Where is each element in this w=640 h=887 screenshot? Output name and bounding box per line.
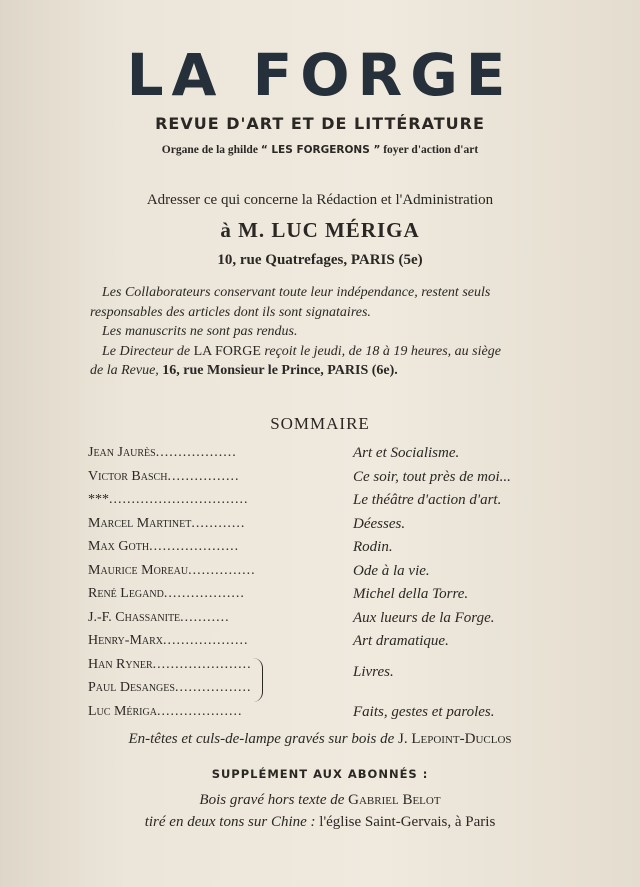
supplement-line-1-text: Bois gravé hors texte de [199,792,345,808]
masthead-subtitle: REVUE D'ART ET DE LITTÉRATURE [155,114,485,133]
note-line-5 [90,361,614,381]
illustration-credit-artist: J. Lepoint-Duclos [398,731,512,747]
toc-leader-dots: ............................... [109,492,249,507]
toc-leader-dots: .................. [163,586,245,601]
toc-title: Aux lueurs de la Forge. [353,609,495,626]
toc-row [88,630,558,654]
toc-leader-dots: ...................... [152,656,252,672]
toc-title: Faits, gestes et paroles. [353,703,495,720]
masthead-title: LA FORGE [126,41,514,109]
note-line-5-c: . [394,363,398,378]
toc-author-name: Paul Desanges [88,680,175,695]
toc-leader-dots: ................. [174,680,252,695]
note-line-3: Les manuscrits ne sont pas rendus. [102,324,298,339]
toc-title: Art dramatique. [353,633,449,649]
toc-author [88,654,342,676]
toc-author-name: René Legand [88,586,164,601]
toc-title: Ce soir, tout près de moi... [353,468,511,485]
supplement-line-2-text: tiré en deux tons sur Chine : [144,814,316,830]
organe-line [0,142,640,158]
supplement-line-1 [0,789,640,811]
organe-suffix: foyer d'action d'art [383,144,479,156]
supplement-subject: l'église Saint-Gervais, à Paris [319,814,496,830]
toc-leader-dots: .................. [155,445,237,460]
toc-author [88,630,342,652]
toc-author [88,607,342,629]
toc-author [88,513,342,535]
brace-symbol [252,658,263,702]
toc-leader-dots: ............ [191,515,246,531]
supplement-artist: Gabriel Belot [348,792,441,808]
address-recipient: à M. LUC MÉRIGA [220,218,420,242]
note-line-4 [102,342,614,362]
toc-author-name: Han Ryner [88,656,153,672]
toc-author [88,701,342,723]
toc-title: Rodin. [353,539,393,555]
illustration-credit-text: En-têtes et culs-de-lampe gravés sur bois de [128,731,395,747]
toc-author-name: J.-F. Chassanite [88,609,181,625]
table-of-contents [88,442,558,724]
toc-row [88,654,558,678]
organe-prefix: Organe de la ghilde [161,144,258,156]
toc-author [88,583,342,605]
toc-author-name: Luc Mériga [88,703,157,719]
toc-leader-dots: ................ [167,468,240,484]
toc-author-name: Henry-Marx [88,633,164,648]
toc-leader-dots: ................... [163,633,249,648]
toc-author-name: Jean Jaurès [88,445,156,460]
toc-title: Art et Socialisme. [353,445,460,461]
toc-author [88,536,342,558]
organe-name: “ LES FORGERONS ” [260,144,381,156]
sommaire-heading: SOMMAIRE [270,414,370,433]
note-line-5-a: de la Revue, [90,363,159,378]
toc-leader-dots: ........... [180,609,230,625]
address-street: 10, rue Quatrefages, PARIS (5e) [217,252,423,268]
note-line-2: responsables des articles dont ils sont signataires. [90,304,371,320]
toc-title: Le théâtre d'action d'art. [353,492,502,508]
note-line-4-b: LA FORGE [193,343,261,359]
toc-leader-dots: .................... [149,539,240,554]
toc-author-name: Marcel Martinet [88,515,192,531]
supplement-line-2 [0,811,640,833]
toc-row [88,536,558,560]
toc-author-name: *** [88,492,109,507]
toc-leader-dots: ................... [156,703,243,719]
note-line-1: Les Collaborateurs conservant toute leur indépendance, restent seuls [102,285,491,300]
illustration-credit [0,728,640,750]
toc-row [88,607,558,631]
editorial-notes [90,283,614,381]
toc-title: Ode à la vie. [353,562,430,579]
toc-author [88,677,342,699]
address-intro: Adresser ce qui concerne la Rédaction et l'Administration [146,192,494,208]
toc-row [88,560,558,584]
toc-author-name: Victor Basch [88,468,168,484]
toc-leader-dots: ............... [188,562,256,578]
toc-author [88,489,342,511]
note-line-5-b: 16, rue Monsieur le Prince, PARIS (6e) [162,363,395,378]
toc-row [88,513,558,537]
toc-row [88,677,558,701]
supplement-heading: SUPPLÉMENT AUX ABONNÉS : [211,767,429,781]
toc-row [88,466,558,490]
toc-row [88,701,558,725]
note-line-4-c: reçoit le jeudi, de 18 à 19 heures, au siège [264,343,501,359]
toc-author [88,560,342,582]
toc-row [88,442,558,466]
shared-title-livres: Livres. [353,664,394,680]
note-line-4-a: Le Directeur de [102,343,191,359]
toc-row [88,489,558,513]
toc-author-name: Maurice Moreau [88,562,189,578]
toc-title: Michel della Torre. [353,586,469,602]
toc-row [88,583,558,607]
toc-author [88,442,342,464]
toc-author-name: Max Goth [88,539,150,554]
toc-title: Déesses. [353,515,406,532]
toc-author [88,466,342,488]
